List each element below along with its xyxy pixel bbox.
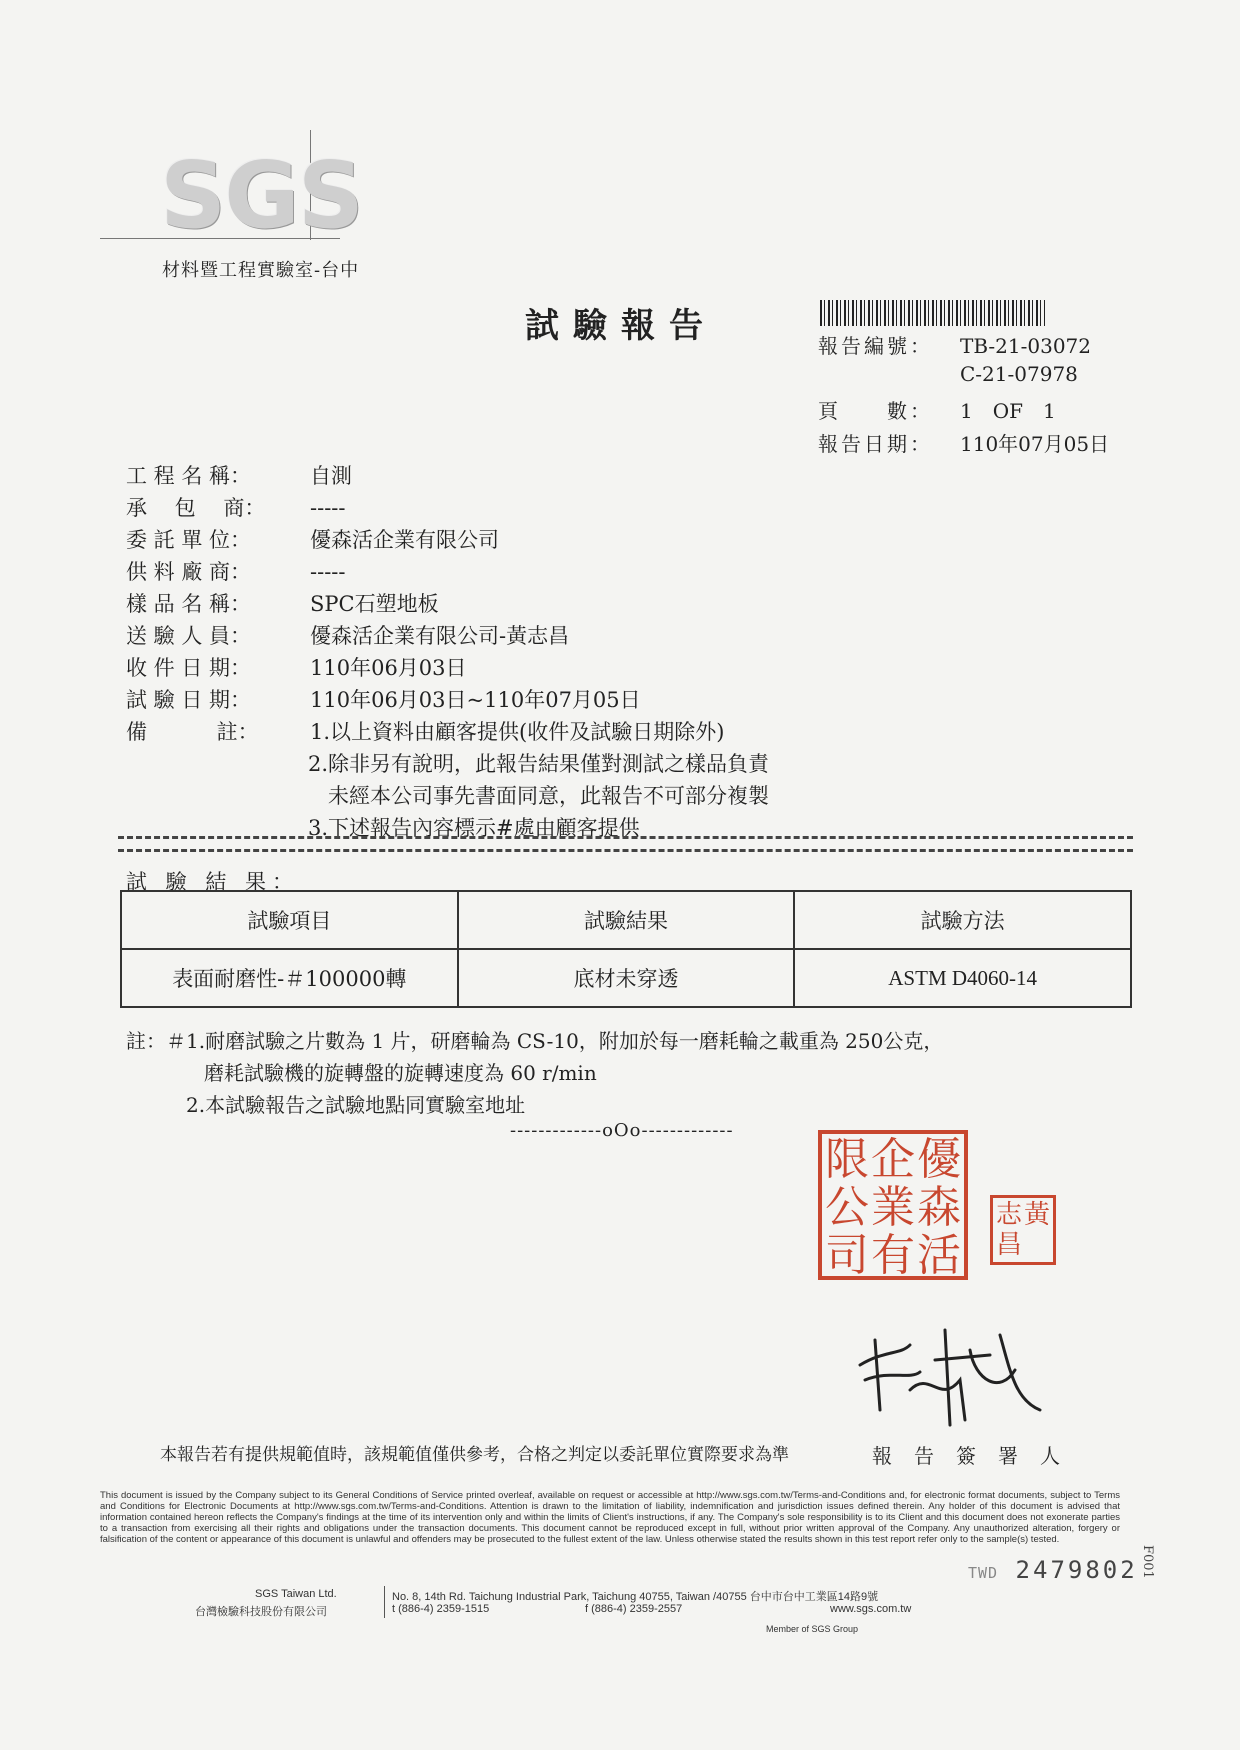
meta-label: 頁 數： (818, 399, 933, 423)
footer-fax: f (886-4) 2359-2557 (585, 1603, 683, 1615)
report-number (818, 330, 1091, 359)
table-cell: 底材未穿透 (458, 949, 795, 1007)
seal-char: 公 (825, 1182, 869, 1233)
personal-seal (990, 1195, 1056, 1265)
remark-2-cont: 未經本公司事先書面同意，此報告不可部分複製 (328, 784, 769, 808)
remark-2: 2.除非另有說明，此報告結果僅對測試之樣品負責 (308, 752, 770, 776)
field-value: 優森活企業有限公司-黃志昌 (310, 624, 570, 648)
footer-divider (384, 1586, 385, 1618)
seal-char: 志 (995, 1200, 1022, 1230)
field-submitter (126, 620, 569, 650)
handwritten-signature (840, 1310, 1060, 1430)
page-count (818, 395, 1056, 424)
meta-value: C-21-07978 (960, 362, 1078, 386)
signer-label: 報告簽署人 (872, 1444, 1082, 1468)
company-seal (818, 1130, 968, 1280)
footer-tel: t (886-4) 2359-1515 (392, 1603, 490, 1615)
sgs-logo: SGS (160, 142, 363, 249)
field-label: 送 驗 人 員： (126, 624, 252, 648)
footer-website[interactable]: www.sgs.com.tw (830, 1603, 912, 1615)
field-project (126, 460, 352, 490)
field-value: 110年06月03日~110年07月05日 (310, 688, 641, 712)
serial-number (968, 1556, 1138, 1584)
column-header: 試驗項目 (121, 891, 458, 949)
footnote-1-cont: 磨耗試驗機的旋轉盤的旋轉速度為 60 r/min (204, 1061, 597, 1085)
table-cell: ASTM D4060-14 (794, 949, 1131, 1007)
field-test-date (126, 684, 641, 714)
lab-name: 材料暨工程實驗室-台中 (162, 260, 360, 281)
field-label: 供 料 廠 商： (126, 560, 252, 584)
end-mark: -------------oOo------------- (510, 1120, 734, 1141)
seal-char: 司 (825, 1230, 869, 1281)
separator (118, 836, 1133, 852)
meta-value: 1 OF 1 (960, 399, 1056, 423)
field-received-date (126, 652, 467, 682)
field-value: 自測 (310, 464, 352, 488)
seal-char: 有 (871, 1230, 915, 1281)
meta-label: 報告日期： (818, 432, 933, 456)
field-label: 收 件 日 期： (126, 656, 252, 680)
results-label: 試 驗 結 果： (126, 870, 300, 894)
footnote-1: 註：＃1.耐磨試驗之片數為 1 片，研磨輪為 CS-10，附加於每一磨耗輪之載重為 250公克， (126, 1029, 944, 1053)
report-title: 試驗報告 (525, 306, 717, 346)
remark-3: 3.下述報告內容標示#處由顧客提供 (308, 816, 640, 840)
seal-char: 活 (917, 1230, 961, 1281)
footer-company-en: SGS Taiwan Ltd. (255, 1588, 337, 1600)
field-label: 樣 品 名 稱： (126, 592, 252, 616)
column-header: 試驗結果 (458, 891, 795, 949)
field-value: ----- (310, 560, 346, 584)
field-client (126, 524, 499, 554)
field-label: 委 託 單 位： (126, 528, 252, 552)
field-value: 優森活企業有限公司 (310, 528, 499, 552)
column-header: 試驗方法 (794, 891, 1131, 949)
field-value: 1.以上資料由顧客提供(收件及試驗日期除外) (310, 720, 725, 744)
field-supplier (126, 556, 345, 586)
seal-char: 森 (917, 1182, 961, 1233)
seal-char (1023, 1230, 1051, 1260)
barcode (820, 300, 1045, 326)
seal-char: 限 (825, 1134, 869, 1185)
spec-disclaimer: 本報告若有提供規範值時，該規範值僅供參考，合格之判定以委託單位實際要求為準 (160, 1445, 789, 1465)
field-label: 工 程 名 稱： (126, 464, 252, 488)
seal-char: 企 (871, 1134, 915, 1185)
results-table (120, 890, 1132, 1008)
field-contractor (126, 492, 345, 522)
side-mark: F001 (1140, 1545, 1155, 1579)
field-value: 110年06月03日 (310, 656, 467, 680)
field-value: SPC石塑地板 (310, 592, 439, 616)
report-number-secondary (818, 362, 1078, 386)
field-sample (126, 588, 439, 618)
meta-value: 110年07月05日 (960, 432, 1110, 456)
footer-company-zh: 台灣檢驗科技股份有限公司 (195, 1606, 327, 1618)
report-date (818, 428, 1109, 457)
meta-value: TB-21-03072 (960, 334, 1091, 358)
footer-address: No. 8, 14th Rd. Taichung Industrial Park, Taichung 40755, Taiwan /40755 台中市台中工業區14路9號 (392, 1591, 879, 1603)
serial-prefix: TWD (968, 1564, 999, 1582)
seal-char: 黃 (1023, 1200, 1050, 1230)
seal-char: 業 (871, 1182, 915, 1233)
field-label: 試 驗 日 期： (126, 688, 252, 712)
footer-member: Member of SGS Group (766, 1624, 859, 1634)
field-remarks (126, 716, 724, 746)
field-value: ----- (310, 496, 346, 520)
table-cell: 表面耐磨性-＃100000轉 (121, 949, 458, 1007)
table-header-row (121, 891, 1131, 949)
table-row (121, 949, 1131, 1007)
seal-char: 優 (917, 1134, 961, 1185)
field-label: 承 包 商： (126, 496, 266, 520)
serial-digits: 2479802 (1015, 1556, 1138, 1584)
field-label: 備 註： (126, 720, 259, 744)
footnote-2: 2.本試驗報告之試驗地點同實驗室地址 (186, 1093, 526, 1117)
seal-char: 昌 (995, 1230, 1022, 1260)
terms-fine-print: This document is issued by the Company subject to its General Conditions of Service printed overleaf, available on request or accessible at http://www.sgs.com.tw/Terms-and-Conditions and, for electronic format documents, subject to Terms and Conditions for Electronic Documents at http://www.sgs.com.tw/Terms-and-Conditions. Attention is drawn to the limitation of liability, indemnification and jurisdiction issues defined therein. Any holder of this document is advised that information contained hereon reflects the Company's findings at the time of its intervention only and within the limits of Client's instructions, if any. The Company's sole responsibility is to its Client and this document does not exonerate parties to a transaction from exercising all their rights and obligations under the transaction documents. This document cannot be reproduced except in full, without prior written approval of the Company. Any unauthorized alteration, forgery or falsification of the content or appearance of this document is unlawful and offenders may be prosecuted to the fullest extent of the law. Unless otherwise stated the results shown in this test report refer only to the sample(s) tested. (100, 1490, 1120, 1545)
meta-label: 報告編號： (818, 334, 933, 358)
